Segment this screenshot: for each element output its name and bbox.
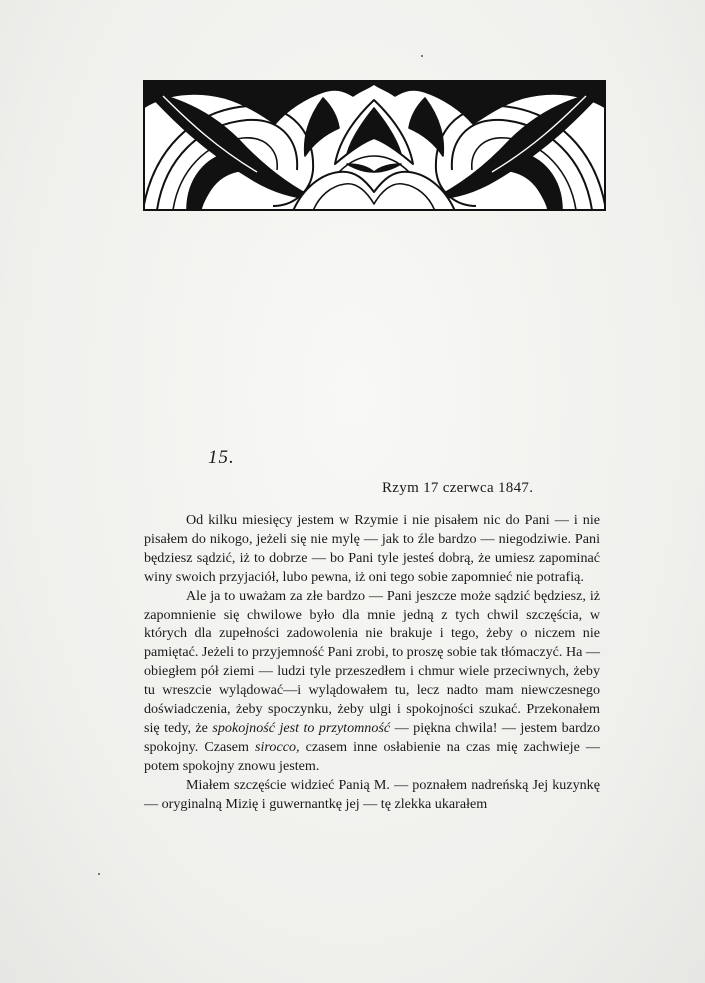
paragraph xyxy=(144,587,600,776)
art-nouveau-headpiece-icon xyxy=(143,80,606,211)
text-run: Ale ja to uważam za złe bardzo — Pani jeszcze może sądzić będziesz, iż zapomnienie się chwilowe było dla mnie jedną z tych chwil szczęścia, w których dla zupełności zadowolenia nie brakuje i tego, żeby o niczem nie pamiętać. Jeżeli to przyjemność Pani zrobi, to proszę sobie tak tłómaczyć. Ha — obiegłem pół ziemi — ludzi tyle przeszedłem i chmur wiele przeciwnych, żeby tu wreszcie wylądować—i wylądowałem tu, lecz nadto mam niewczesnego doświadczenia, żeby spoczynku, żeby ulgi i spokojności szukać. Przekonałem się tedy, że xyxy=(144,587,600,736)
letter-body xyxy=(144,511,600,814)
text-run: — piękna chwila! — jestem bardzo spokojny. Czasem xyxy=(144,719,600,755)
text-run: Od kilku miesięcy jestem w Rzymie i nie pisałem nic do Pani — i nie pisałem do nikogo, jeżeli się nie mylę — jak to źle bardzo — niegodziwie. Pani będziesz sądzić, iż to dobrze — bo Pani tyle jesteś dobrą, że umiesz zapominać winy swoich przyjaciół, lubo pewna, iż oni tego sobie zapomnieć nie potrafią. xyxy=(144,512,600,585)
paragraph xyxy=(144,511,600,587)
text-run: Miałem szczęście widzieć Panią M. — poznałem nadreńską Jej kuzynkę — oryginalną Mizię i guwernantkę jej — tę zlekka ukarałem xyxy=(144,776,600,812)
letter-dateline: Rzym 17 czerwca 1847. xyxy=(382,480,534,496)
print-speck xyxy=(98,873,100,875)
text-run: czasem inne osłabienie na czas mię zachwieje — potem spokojny znowu jestem. xyxy=(144,738,600,774)
print-speck xyxy=(421,55,423,57)
italic-phrase: spokojność jest to przytomność xyxy=(212,719,391,736)
letter-number: 15. xyxy=(208,447,235,468)
paragraph xyxy=(144,776,600,814)
italic-phrase: sirocco, xyxy=(255,738,300,755)
